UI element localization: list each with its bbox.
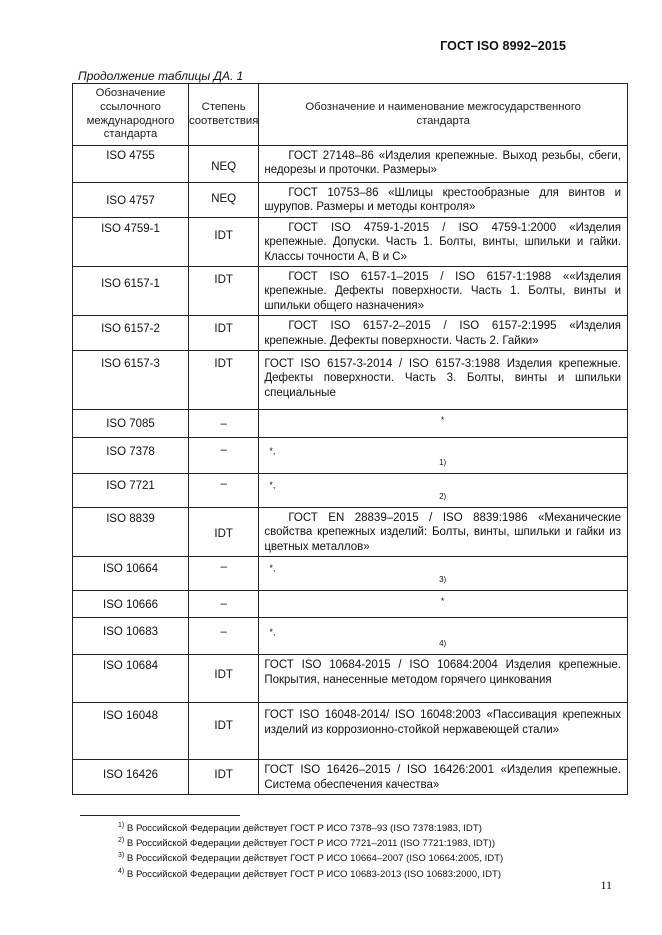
- iso-cell: [73, 267, 189, 316]
- degree-cell: [189, 183, 259, 218]
- description-text: ГОСТ 27148–86 «Изделия крепежные. Выход резьбы, сбеги, недорезы и проточки. Размеры»: [264, 150, 621, 177]
- iso-code: ISO 10684: [103, 660, 158, 673]
- table-header-row: [73, 84, 628, 146]
- degree-value: IDT: [214, 358, 233, 371]
- not-applicable-marker: *: [440, 596, 445, 607]
- footnote: [118, 866, 503, 881]
- iso-cell: [73, 351, 189, 410]
- marker-symbol: *,: [269, 627, 276, 638]
- iso-cell: [73, 703, 189, 760]
- table-row: [73, 508, 628, 557]
- table-row: [73, 217, 628, 266]
- description-cell: [259, 267, 628, 316]
- iso-cell: [73, 146, 189, 183]
- footnote-mark: 1): [118, 822, 125, 829]
- page-number: 11: [600, 878, 612, 892]
- description-cell: [259, 410, 628, 438]
- iso-code: ISO 6157-3: [101, 358, 160, 371]
- footnote-mark: 3): [118, 852, 125, 860]
- degree-value: IDT: [214, 669, 233, 682]
- description-cell: [259, 655, 628, 703]
- iso-code: ISO 10666: [103, 599, 158, 612]
- description-cell: [259, 703, 628, 760]
- iso-cell: [73, 508, 189, 557]
- degree-cell: [189, 618, 259, 655]
- degree-cell: [189, 557, 259, 591]
- degree-cell: [189, 703, 259, 760]
- degree-cell: [189, 591, 259, 618]
- table-row: [73, 618, 628, 655]
- iso-code: ISO 4757: [106, 195, 155, 207]
- degree-cell: [189, 474, 259, 508]
- degree-value: IDT: [214, 720, 233, 733]
- iso-code: ISO 4755: [106, 150, 155, 162]
- description-cell: [259, 316, 628, 351]
- iso-cell: [73, 474, 189, 508]
- footnote: [118, 820, 503, 835]
- description-cell: [259, 183, 628, 218]
- degree-value: –: [220, 561, 227, 574]
- degree-value: –: [220, 478, 227, 491]
- footnote-mark: 2): [118, 837, 125, 845]
- not-applicable-marker: [259, 474, 627, 507]
- degree-value: IDT: [214, 229, 233, 242]
- table-row: [73, 410, 628, 438]
- iso-code: ISO 4759-1: [101, 222, 160, 235]
- iso-cell: [73, 183, 189, 218]
- table-row: [73, 591, 628, 618]
- footnote-ref: 1): [439, 458, 447, 468]
- iso-cell: [73, 217, 189, 266]
- iso-code: ISO 10683: [103, 626, 158, 639]
- table-row: [73, 316, 628, 351]
- iso-cell: [73, 438, 189, 474]
- header-interstate-standard: [259, 84, 628, 146]
- description-cell: [259, 146, 628, 183]
- description-text: ГОСТ ISO 16426–2015 / ISO 16426:2001 «Изделия крепежные. Система обеспечения качества»: [264, 764, 621, 791]
- description-cell: [259, 557, 628, 591]
- iso-code: ISO 16426: [103, 769, 158, 782]
- not-applicable-marker: [259, 618, 627, 654]
- description-text: ГОСТ ISO 6157-3-2014 / ISO 6157-3:1988 Изделия крепежные. Дефекты поверхности. Часть 3. Болты, винты и шпильки специальные: [264, 358, 621, 399]
- table-row: [73, 655, 628, 703]
- iso-cell: [73, 557, 189, 591]
- degree-value: –: [220, 418, 227, 431]
- degree-value: IDT: [214, 769, 233, 782]
- footnote-ref: 4): [439, 639, 447, 649]
- table-row: [73, 351, 628, 410]
- header-degree: Степень соответствия: [189, 84, 259, 146]
- iso-code: ISO 7085: [106, 418, 155, 431]
- iso-code: ISO 6157-1: [101, 278, 160, 291]
- not-applicable-marker: [259, 557, 627, 590]
- description-text: ГОСТ ISO 6157-1–2015 / ISO 6157-1:1988 ««Изделия крепежные. Дефекты поверхности. Часть 1. Болты, винты и шпильки общего назначения»: [264, 271, 621, 312]
- footnote-ref: 2): [439, 492, 447, 502]
- footnotes: [118, 820, 503, 881]
- marker-symbol: *,: [269, 563, 276, 574]
- iso-code: ISO 7721: [106, 480, 155, 493]
- degree-cell: [189, 351, 259, 410]
- degree-value: IDT: [214, 274, 233, 287]
- footnote-text: В Российской Федерации действует ГОСТ Р ИСО 10664–2007 (ISO 10664:2005, IDT): [126, 853, 504, 865]
- description-cell: [259, 760, 628, 795]
- footnote-separator: [80, 815, 240, 816]
- footnote-mark: 4): [118, 867, 125, 875]
- not-applicable-marker: *: [440, 415, 445, 426]
- footnote-text: В Российской Федерации действует ГОСТ Р ИСО 7378–93 (ISO 7378:1983, IDT): [126, 823, 482, 835]
- marker-symbol: *,: [269, 446, 276, 457]
- footnote: [118, 850, 503, 865]
- iso-code: ISO 10664: [103, 563, 158, 576]
- description-text: ГОСТ 10753–86 «Шлицы крестообразные для винтов и шурупов. Размеры и методы контроля»: [264, 187, 621, 214]
- footnote: [118, 835, 503, 850]
- table-row: [73, 703, 628, 760]
- table-row: [73, 183, 628, 218]
- iso-code: ISO 6157-2: [101, 323, 160, 336]
- degree-cell: [189, 508, 259, 557]
- degree-value: IDT: [214, 323, 233, 336]
- description-text: ГОСТ ISO 4759-1-2015 / ISO 4759-1:2000 «Изделия крепежные. Допуски. Часть 1. Болты, винты, шпильки и гайки. Классы точности А, В и С»: [264, 221, 621, 263]
- iso-cell: [73, 760, 189, 795]
- iso-cell: [73, 410, 189, 438]
- not-applicable-marker: [259, 438, 627, 473]
- table-row: [73, 557, 628, 591]
- table-caption: Продолжение таблицы ДА. 1: [78, 69, 244, 83]
- iso-cell: [73, 618, 189, 655]
- header-iso-standard: Обозначение ссылочного международного стандарта: [73, 84, 189, 146]
- standards-table: [72, 83, 628, 795]
- header-interstate-standard-text: Обозначение и наименование межгосударственного стандарта: [305, 100, 581, 127]
- degree-value: –: [220, 626, 227, 639]
- degree-cell: [189, 267, 259, 316]
- description-cell: [259, 474, 628, 508]
- iso-code: ISO 7378: [106, 446, 155, 459]
- degree-cell: [189, 146, 259, 183]
- iso-cell: [73, 655, 189, 703]
- degree-cell: [189, 217, 259, 266]
- degree-cell: [189, 760, 259, 795]
- footnote-text: В Российской Федерации действует ГОСТ Р ИСО 10683-2013 (ISO 10683:2000, IDT): [126, 868, 502, 880]
- description-cell: [259, 438, 628, 474]
- degree-cell: [189, 655, 259, 703]
- description-cell: [259, 618, 628, 655]
- degree-value: NEQ: [211, 193, 237, 205]
- table-row: [73, 267, 628, 316]
- table-row: [73, 474, 628, 508]
- description-cell: [259, 508, 628, 557]
- degree-value: NEQ: [211, 161, 237, 173]
- table-row: [73, 760, 628, 795]
- document-header: ГОСТ ISO 8992–2015: [440, 39, 566, 53]
- table-row: [73, 438, 628, 474]
- footnote-text: В Российской Федерации действует ГОСТ Р ИСО 7721–2011 (ISO 7721:1983, IDT)): [126, 838, 496, 850]
- iso-cell: [73, 316, 189, 351]
- table-row: [73, 146, 628, 183]
- degree-value: IDT: [214, 528, 233, 541]
- description-cell: [259, 217, 628, 266]
- description-text: ГОСТ ISO 10684-2015 / ISO 10684:2004 Изделия крепежные. Покрытия, нанесенные методом горячего цинкования: [264, 659, 621, 686]
- description-cell: [259, 351, 628, 410]
- iso-code: ISO 8839: [106, 513, 155, 526]
- degree-value: –: [220, 598, 227, 611]
- degree-value: –: [220, 444, 227, 457]
- description-text: ГОСТ ISO 16048-2014/ ISO 16048:2003 «Пассивация крепежных изделий из коррозионно-стойкой нержавеющей стали»: [264, 709, 621, 736]
- iso-code: ISO 16048: [103, 710, 158, 723]
- description-text: ГОСТ EN 28839–2015 / ISO 8839:1986 «Механические свойства крепежных изделий: Болты, винты, шпильки и гайки из цветных металлов»: [264, 512, 621, 553]
- description-text: ГОСТ ISO 6157-2–2015 / ISO 6157-2:1995 «Изделия крепежные. Дефекты поверхности. Часть 2. Гайки»: [264, 320, 621, 347]
- description-cell: [259, 591, 628, 618]
- iso-cell: [73, 591, 189, 618]
- footnote-ref: 3): [439, 575, 447, 585]
- degree-cell: [189, 438, 259, 474]
- degree-cell: [189, 316, 259, 351]
- marker-symbol: *,: [269, 480, 276, 491]
- degree-cell: [189, 410, 259, 438]
